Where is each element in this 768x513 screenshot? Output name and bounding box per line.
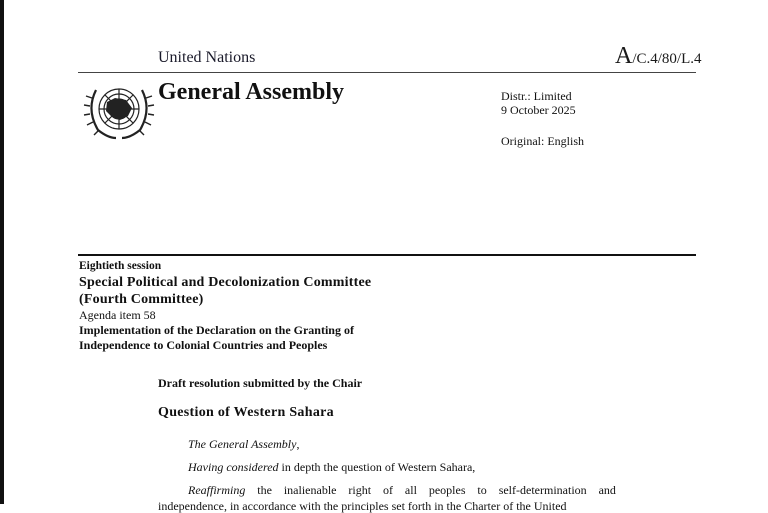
word: inalienable (283, 483, 337, 497)
symbol-rest: /C.4/80/L.4 (632, 51, 702, 67)
preamble-italic: Reaffirming (188, 483, 246, 497)
preamble-italic: Having considered (188, 460, 279, 474)
committee (79, 274, 371, 308)
preamble-paragraph (188, 460, 475, 475)
committee-line-2: (Fourth Committee) (79, 292, 204, 307)
un-emblem-icon (82, 80, 156, 142)
symbol-prefix: A (615, 43, 633, 69)
document-symbol (615, 43, 702, 70)
word: all (404, 483, 417, 497)
distribution: Distr.: Limited (501, 89, 572, 103)
agenda-title (79, 323, 354, 353)
word: and (598, 483, 616, 497)
body-title: General Assembly (158, 79, 344, 105)
word: to (477, 483, 487, 497)
word: self-determination (498, 483, 587, 497)
word: the (257, 483, 272, 497)
draft-heading: Draft resolution submitted by the Chair (158, 376, 363, 390)
continuation-line: independence, in accordance with the principles set forth in the Charter of the United (158, 499, 567, 513)
header-rule (78, 72, 696, 73)
preamble-text: in depth the question of Western Sahara, (278, 460, 476, 474)
document-date: 9 October 2025 (501, 103, 576, 117)
preamble-italic: The General Assembly (188, 437, 297, 451)
original-language: Original: English (501, 134, 584, 148)
section-rule (78, 254, 696, 256)
agenda-title-line-2: Independence to Colonial Countries and Peoples (79, 338, 328, 352)
resolution-title: Question of Western Sahara (158, 405, 334, 420)
preamble-paragraph (188, 437, 299, 452)
organization-name: United Nations (158, 49, 256, 66)
session: Eightieth session (79, 260, 162, 272)
agenda-title-line-1: Implementation of the Declaration on the Granting of (79, 323, 354, 337)
preamble-paragraph (188, 483, 616, 498)
agenda-item: Agenda item 58 (79, 308, 156, 322)
committee-line-1: Special Political and Decolonization Committee (79, 275, 372, 290)
left-edge-bar (0, 0, 4, 504)
preamble-text: , (296, 437, 300, 451)
distribution-block (501, 89, 576, 117)
word: right (348, 483, 372, 497)
word: of (383, 483, 393, 497)
word: peoples (428, 483, 466, 497)
